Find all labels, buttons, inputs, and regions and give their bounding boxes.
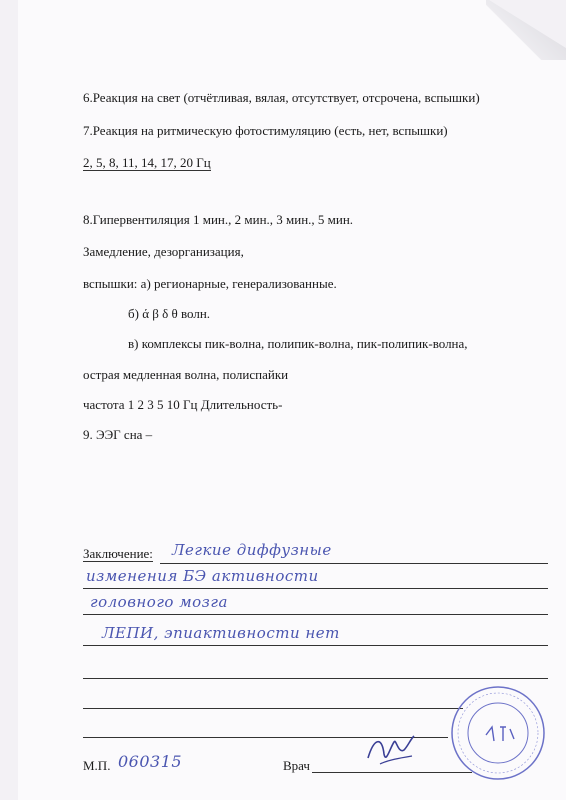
item-8-frequency: частота 1 2 3 5 10 Гц Длительность- [83,397,283,412]
item-7-photostimulation: 7.Реакция на ритмическую фотостимуляцию (есть, нет, вспышки) [83,123,448,138]
item-8-hyperventilation: 8.Гипервентиляция 1 мин., 2 мин., 3 мин., 5 мин. [83,212,354,227]
conclusion-handwritten-2: изменения БЭ активности [86,567,319,585]
conclusion-handwritten-3: головного мозга [90,593,228,611]
mp-label: М.П. [83,758,111,773]
item-6-light-reaction: 6.Реакция на свет (отчётливая, вялая, отсутствует, отсрочена, вспышки) [83,90,480,105]
conclusion-rule-3 [83,614,548,615]
item-8-sharp-wave: острая медленная волна, полиспайки [83,367,289,382]
doctor-signature [360,728,420,773]
conclusion-rule-4 [83,645,548,646]
conclusion-rule-1 [160,563,548,564]
item-8-slowing: Замедление, дезорганизация, [83,244,244,259]
conclusion-handwritten-1: Легкие диффузные [172,541,332,559]
conclusion-rule-2 [83,588,548,589]
frequencies-text: 2, 5, 8, 11, 14, 17, 20 Гц [83,155,211,170]
item-7-frequencies [83,155,211,171]
mp-number: 060315 [118,752,183,771]
doctor-label: Врач [283,758,310,773]
item-8-complexes: в) комплексы пик-волна, полипик-волна, пик-полипик-волна, [128,336,468,351]
round-stamp [448,683,548,783]
conclusion-rule-6 [83,708,463,709]
conclusion-label-text: Заключение: [83,546,153,561]
folded-corner [486,0,566,60]
conclusion-handwritten-4: ЛЕПИ, эпиактивности нет [102,624,340,642]
item-8-flashes: вспышки: а) регионарные, генерализованные. [83,276,337,291]
item-8-waves: б) ά β δ θ волн. [128,306,211,321]
conclusion-rule-5 [83,678,548,679]
conclusion-label [83,546,153,562]
item-9-sleep-eeg: 9. ЭЭГ сна – [83,427,153,442]
